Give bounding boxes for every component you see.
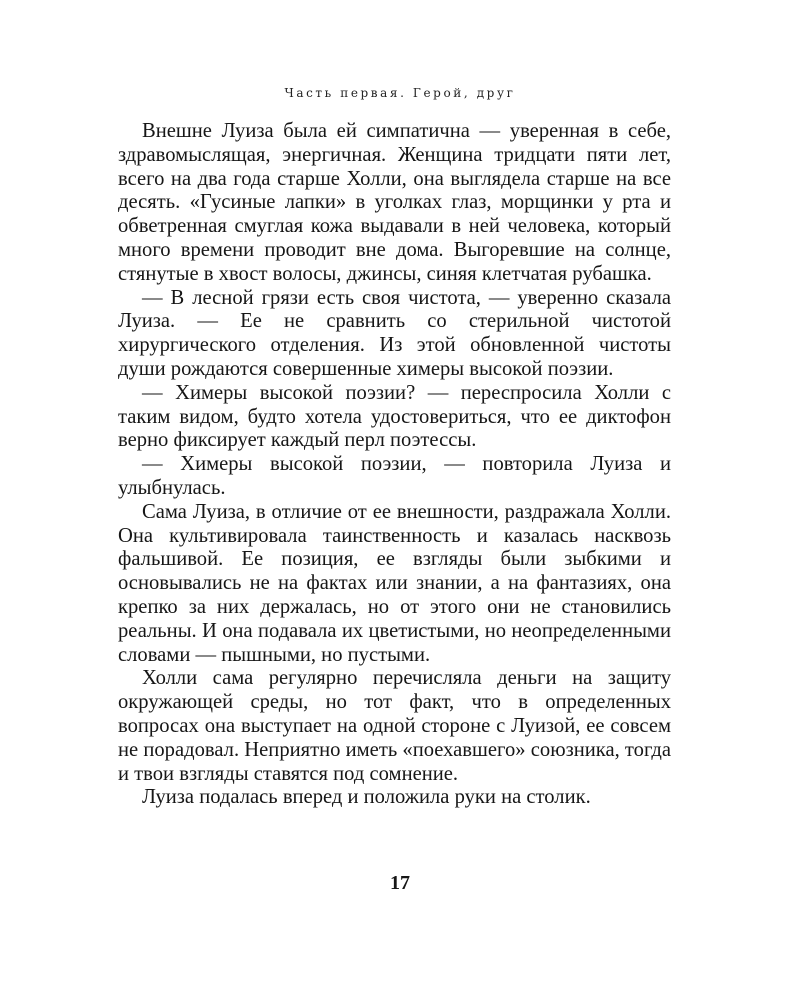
running-head: Часть первая. Герой, друг bbox=[284, 86, 516, 100]
paragraph: Луиза подалась вперед и положила руки на столик. bbox=[142, 786, 591, 809]
paragraph: — В лесной грязи есть своя чистота, — уверенно сказала Луиза. — Ее не сравнить со стерильной чистотой хирургического отделения. Из этой обновленной чистоты души рождаются совершенные химеры высокой поэзии. bbox=[118, 286, 671, 380]
paragraph: — Химеры высокой поэзии, — повторила Луиза и улыбнулась. bbox=[118, 453, 671, 499]
paragraph: Холли сама регулярно перечисляла деньги на защиту окружающей среды, но тот факт, что в определенных вопросах она выступает на одной стороне с Луизой, ее совсем не порадовал. Неприятно иметь «поехавшего» союзника, тогда и твои взгляды ставятся под сомнение. bbox=[118, 667, 671, 785]
body-text bbox=[118, 120, 671, 810]
page-number: 17 bbox=[390, 872, 410, 894]
paragraph: Внешне Луиза была ей симпатична — уверенная в себе, здравомыслящая, энергичная. Женщина тридцати пяти лет, всего на два года старше Холли, она выглядела старше на все десять. «Гусиные лапки» в уголках глаз, морщинки у рта и обветренная смуглая кожа выдавали в ней человека, который много времени проводит вне дома. Выгоревшие на солнце, стянутые в хвост волосы, джинсы, синяя клетчатая рубашка. bbox=[118, 120, 671, 285]
paragraph: Сама Луиза, в отличие от ее внешности, раздражала Холли. Она культивировала таинственность и казалась насквозь фальшивой. Ее позиция, ее взгляды были зыбкими и основывались не на фактах или знании, а на фантазиях, она крепко за них держалась, но от этого они не становились реальны. И она подавала их цветистыми, но неопределенными словами — пышными, но пустыми. bbox=[118, 500, 671, 666]
paragraph: — Химеры высокой поэзии? — переспросила Холли с таким видом, будто хотела удостовериться, что ее диктофон верно фиксирует каждый перл поэтессы. bbox=[118, 381, 671, 452]
